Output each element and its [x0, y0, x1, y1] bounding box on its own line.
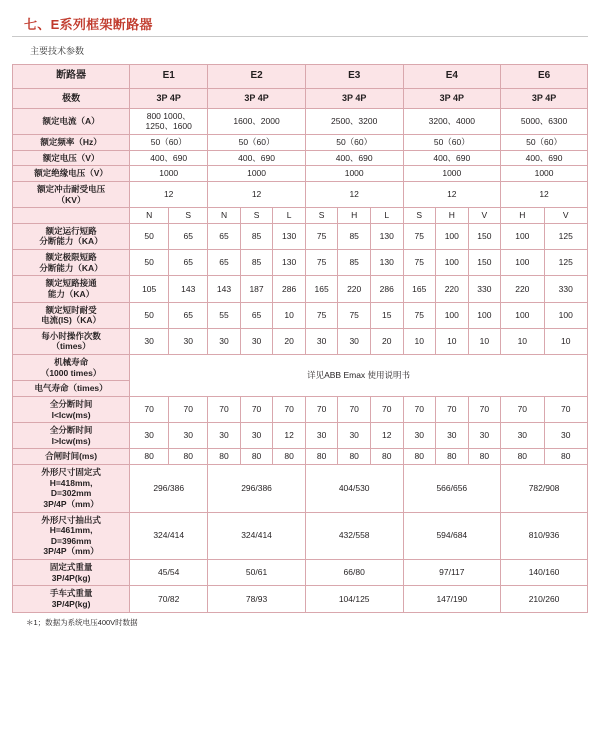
value-cell: 30	[468, 423, 501, 449]
value-cell: 3P 4P	[305, 88, 403, 108]
value-cell: 70	[501, 396, 544, 422]
value-cell: 12	[273, 423, 306, 449]
value-cell: 324/414	[208, 512, 306, 560]
row-label: 外形尺寸抽出式 H=461mm, D=396mm 3P/4P（mm）	[13, 512, 130, 560]
table-row	[13, 396, 588, 422]
value-cell: 330	[544, 276, 588, 302]
value-cell: 75	[403, 250, 436, 276]
value-cell: 12	[403, 181, 501, 207]
value-cell: 30	[169, 328, 208, 354]
row-label: 每小时操作次数 （times）	[13, 328, 130, 354]
value-cell: 810/936	[501, 512, 588, 560]
row-label: 额定冲击耐受电压 （KV）	[13, 181, 130, 207]
column-header-e2: E2	[208, 65, 306, 89]
value-cell: 1000	[208, 166, 306, 182]
value-cell: 100	[501, 250, 544, 276]
value-cell: S	[240, 208, 273, 224]
value-cell: 65	[169, 302, 208, 328]
value-cell: 70	[370, 396, 403, 422]
row-label: 全分断时间 I>Icw(ms)	[13, 423, 130, 449]
value-cell: 1000	[130, 166, 208, 182]
value-cell: 85	[240, 250, 273, 276]
value-cell: 50（60）	[501, 135, 588, 151]
value-cell: 30	[338, 328, 371, 354]
value-cell: 400、690	[403, 150, 501, 166]
row-label: 额定运行短路 分断能力（KA）	[13, 223, 130, 249]
value-cell: V	[468, 208, 501, 224]
title-divider	[12, 36, 588, 37]
column-header-e1: E1	[130, 65, 208, 89]
value-cell: 30	[130, 328, 169, 354]
value-cell: 97/117	[403, 560, 501, 586]
value-cell: 330	[468, 276, 501, 302]
value-cell: L	[273, 208, 306, 224]
row-label: 额定绝缘电压（V）	[13, 166, 130, 182]
value-cell: 100	[501, 302, 544, 328]
table-row	[13, 150, 588, 166]
row-label: 机械寿命 （1000 times）	[13, 355, 130, 381]
value-cell: 782/908	[501, 465, 588, 513]
row-label: 合闸时间(ms)	[13, 449, 130, 465]
value-cell: H	[338, 208, 371, 224]
value-cell: 150	[468, 223, 501, 249]
table-row	[13, 586, 588, 612]
value-cell: 10	[468, 328, 501, 354]
value-cell: 30	[544, 423, 588, 449]
row-label: 电气寿命（times）	[13, 381, 130, 397]
value-cell: 3P 4P	[403, 88, 501, 108]
value-cell: 324/414	[130, 512, 208, 560]
value-cell: 30	[436, 423, 469, 449]
value-cell: 12	[208, 181, 306, 207]
table-row	[13, 423, 588, 449]
table-row	[13, 250, 588, 276]
value-cell: 100	[436, 250, 469, 276]
table-row	[13, 512, 588, 560]
value-cell: 1000	[305, 166, 403, 182]
value-cell: 165	[403, 276, 436, 302]
value-cell: 30	[403, 423, 436, 449]
value-cell: 140/160	[501, 560, 588, 586]
value-cell: 75	[305, 250, 338, 276]
value-cell: 50	[130, 223, 169, 249]
value-cell: 75	[305, 302, 338, 328]
value-cell: 12	[370, 423, 403, 449]
value-cell: 70/82	[130, 586, 208, 612]
value-cell: 50/61	[208, 560, 306, 586]
value-cell: 75	[338, 302, 371, 328]
value-cell: 80	[468, 449, 501, 465]
value-cell: S	[305, 208, 338, 224]
value-cell: 210/260	[501, 586, 588, 612]
value-cell: 70	[468, 396, 501, 422]
table-row	[13, 465, 588, 513]
table-row	[13, 276, 588, 302]
row-label: 全分断时间 I<Icw(ms)	[13, 396, 130, 422]
value-cell: 566/656	[403, 465, 501, 513]
value-cell: 66/80	[305, 560, 403, 586]
row-label: 极数	[13, 88, 130, 108]
specifications-table	[12, 64, 588, 613]
value-cell: 80	[338, 449, 371, 465]
value-cell: 296/386	[208, 465, 306, 513]
value-cell: 3P 4P	[208, 88, 306, 108]
value-cell: 65	[208, 223, 241, 249]
table-row	[13, 355, 588, 381]
value-cell: 10	[273, 302, 306, 328]
value-cell: S	[169, 208, 208, 224]
value-cell: 5000、6300	[501, 108, 588, 134]
column-header-breaker: 断路器	[13, 65, 130, 89]
value-cell: 130	[370, 223, 403, 249]
page-subtitle: 主要技术参数	[30, 46, 85, 56]
value-cell: 80	[403, 449, 436, 465]
value-cell: 20	[273, 328, 306, 354]
value-cell: 147/190	[403, 586, 501, 612]
table-row	[13, 560, 588, 586]
table-row	[13, 208, 588, 224]
value-cell: 20	[370, 328, 403, 354]
page-title: 七、E系列框架断路器	[24, 17, 153, 32]
value-cell: 70	[305, 396, 338, 422]
value-cell: 100	[436, 302, 469, 328]
value-cell: L	[370, 208, 403, 224]
value-cell: 10	[544, 328, 588, 354]
value-cell: 400、690	[130, 150, 208, 166]
value-cell: 30	[240, 328, 273, 354]
value-cell: 50（60）	[403, 135, 501, 151]
value-cell: 12	[130, 181, 208, 207]
value-cell: H	[436, 208, 469, 224]
value-cell: 1000	[501, 166, 588, 182]
value-cell: 75	[305, 223, 338, 249]
value-cell: 10	[501, 328, 544, 354]
table-row	[13, 223, 588, 249]
table-row	[13, 449, 588, 465]
row-label: 额定极限短路 分断能力（KA）	[13, 250, 130, 276]
value-cell: 10	[436, 328, 469, 354]
value-cell: 100	[501, 223, 544, 249]
value-cell: 187	[240, 276, 273, 302]
value-cell: 105	[130, 276, 169, 302]
value-cell: 50	[130, 302, 169, 328]
value-cell: 150	[468, 250, 501, 276]
value-cell: 125	[544, 223, 588, 249]
value-cell: 143	[208, 276, 241, 302]
table-header-row	[13, 65, 588, 89]
value-cell: 400、690	[305, 150, 403, 166]
value-cell: 30	[208, 423, 241, 449]
row-label	[13, 208, 130, 224]
value-cell: 45/54	[130, 560, 208, 586]
value-cell: 800 1000、 1250、1600	[130, 108, 208, 134]
value-cell: 65	[240, 302, 273, 328]
value-cell: 30	[208, 328, 241, 354]
column-header-e4: E4	[403, 65, 501, 89]
row-label: 额定电压（V）	[13, 150, 130, 166]
value-cell: S	[403, 208, 436, 224]
value-cell: 3P 4P	[130, 88, 208, 108]
table-row	[13, 108, 588, 134]
value-cell: 286	[273, 276, 306, 302]
value-cell: 12	[501, 181, 588, 207]
value-cell: 220	[501, 276, 544, 302]
value-cell: 80	[436, 449, 469, 465]
value-cell: 70	[544, 396, 588, 422]
value-cell: 30	[305, 328, 338, 354]
value-cell: 70	[130, 396, 169, 422]
value-cell: 65	[169, 250, 208, 276]
value-cell: 3P 4P	[501, 88, 588, 108]
value-cell: 75	[403, 223, 436, 249]
value-cell: N	[208, 208, 241, 224]
value-cell: 30	[305, 423, 338, 449]
value-cell: 85	[338, 250, 371, 276]
table-row	[13, 166, 588, 182]
value-cell: 70	[338, 396, 371, 422]
row-label: 额定频率（Hz）	[13, 135, 130, 151]
value-cell: 286	[370, 276, 403, 302]
value-cell: 100	[544, 302, 588, 328]
value-cell: 104/125	[305, 586, 403, 612]
value-cell: 404/530	[305, 465, 403, 513]
value-cell: 70	[273, 396, 306, 422]
table-row	[13, 181, 588, 207]
value-cell: 75	[403, 302, 436, 328]
value-cell: 70	[208, 396, 241, 422]
value-cell: 30	[501, 423, 544, 449]
value-cell: 30	[169, 423, 208, 449]
value-cell: 296/386	[130, 465, 208, 513]
value-cell: 3200、4000	[403, 108, 501, 134]
value-cell: 50（60）	[130, 135, 208, 151]
row-label: 手车式重量 3P/4P(kg)	[13, 586, 130, 612]
table-row	[13, 88, 588, 108]
value-cell: V	[544, 208, 588, 224]
value-cell: 78/93	[208, 586, 306, 612]
value-cell: 30	[130, 423, 169, 449]
value-cell: 30	[338, 423, 371, 449]
value-cell: 80	[273, 449, 306, 465]
value-cell: 432/558	[305, 512, 403, 560]
value-cell: 1000	[403, 166, 501, 182]
value-cell: 1600、2000	[208, 108, 306, 134]
value-cell: 50（60）	[305, 135, 403, 151]
value-cell: 70	[169, 396, 208, 422]
column-header-e3: E3	[305, 65, 403, 89]
value-cell: 130	[273, 250, 306, 276]
table-row	[13, 302, 588, 328]
value-cell: 10	[403, 328, 436, 354]
table-row	[13, 328, 588, 354]
column-header-e6: E6	[501, 65, 588, 89]
value-cell: 80	[130, 449, 169, 465]
value-cell: 594/684	[403, 512, 501, 560]
row-label: 额定电流（A）	[13, 108, 130, 134]
value-cell: 12	[305, 181, 403, 207]
value-cell: 55	[208, 302, 241, 328]
row-label: 额定短路接通 能力（KA）	[13, 276, 130, 302]
value-cell: 165	[305, 276, 338, 302]
value-cell: 100	[468, 302, 501, 328]
value-cell: 400、690	[501, 150, 588, 166]
footnote: ＊1；数据为系统电压400V时数据	[26, 617, 138, 627]
value-cell: 2500、3200	[305, 108, 403, 134]
value-cell: 85	[338, 223, 371, 249]
value-cell: 400、690	[208, 150, 306, 166]
value-cell: N	[130, 208, 169, 224]
table-row	[13, 135, 588, 151]
value-cell: 65	[169, 223, 208, 249]
value-cell: 100	[436, 223, 469, 249]
value-cell: 70	[403, 396, 436, 422]
value-cell: 85	[240, 223, 273, 249]
value-cell: H	[501, 208, 544, 224]
value-cell: 30	[240, 423, 273, 449]
value-cell: 143	[169, 276, 208, 302]
value-cell: 65	[208, 250, 241, 276]
value-cell: 80	[370, 449, 403, 465]
value-cell: 220	[436, 276, 469, 302]
value-cell: 80	[169, 449, 208, 465]
value-cell: 80	[240, 449, 273, 465]
value-cell: 80	[208, 449, 241, 465]
value-cell: 50（60）	[208, 135, 306, 151]
value-cell: 70	[240, 396, 273, 422]
value-cell: 130	[273, 223, 306, 249]
value-cell: 80	[305, 449, 338, 465]
row-label: 固定式重量 3P/4P(kg)	[13, 560, 130, 586]
row-label: 外形尺寸固定式 H=418mm, D=302mm 3P/4P（mm）	[13, 465, 130, 513]
value-cell: 50	[130, 250, 169, 276]
value-note-cell: 详见ABB Emax 使用说明书	[130, 355, 588, 397]
value-cell: 130	[370, 250, 403, 276]
value-cell: 70	[436, 396, 469, 422]
row-label: 额定短时耐受 电流(IS)（KA）	[13, 302, 130, 328]
value-cell: 80	[544, 449, 588, 465]
value-cell: 220	[338, 276, 371, 302]
value-cell: 125	[544, 250, 588, 276]
value-cell: 15	[370, 302, 403, 328]
value-cell: 80	[501, 449, 544, 465]
